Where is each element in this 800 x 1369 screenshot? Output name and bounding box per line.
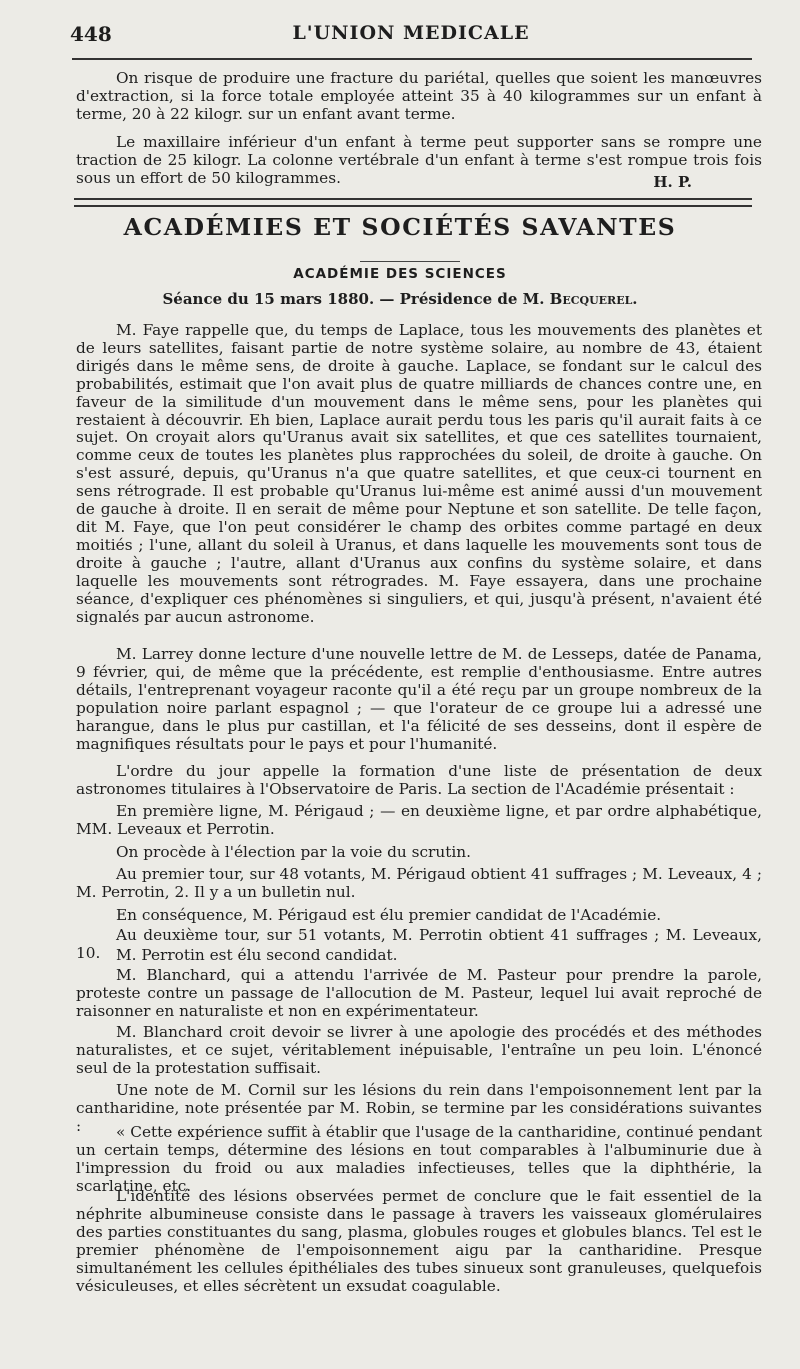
subsection-title: ACADÉMIE DES SCIENCES [293, 266, 507, 282]
session-president: Becquerel. [549, 290, 638, 308]
intro-paragraph-2: Le maxillaire inférieur d'un enfant à terme peut supporter sans se rompre une traction de 25 kilogr. La colonne vertébrale d'un enfant à terme s'est rompue trois fois sous un effort de 50 kilogrammes. [76, 133, 762, 187]
author-signature: H. P. [653, 173, 692, 191]
subsection-rule [360, 261, 460, 262]
paragraph-blanchard-2: M. Blanchard croit devoir se livrer à une apologie des procédés et des méthodes naturalistes, et ce sujet, véritablement inépuisable, l'entraîne un peu loin. L'énoncé seul de la protestation suffisait. [76, 1023, 762, 1077]
paragraph-perrotin-elu: M. Perrotin est élu second candidat. [116, 946, 398, 964]
paragraph-consequence: En conséquence, M. Périgaud est élu premier candidat de l'Académie. [116, 906, 662, 924]
running-title: L'UNION MEDICALE [292, 22, 530, 44]
session-line [0, 290, 800, 308]
page-header [70, 22, 752, 46]
paragraph-quote: « Cette expérience suffit à établir que l'usage de la cantharidine, continué pendant un certain temps, détermine des lésions en tout comparables à l'albuminurie due à l'impression du froid ou aux maladies infectieuses, telles que la diphthérie, la scarlatine, etc. [76, 1123, 762, 1195]
intro-paragraph-1: On risque de produire une fracture du pariétal, quelles que soient les manœuvres d'extraction, si la force totale employée atteint 35 à 40 kilogrammes sur un enfant à terme, 20 à 22 kilogr. sur un enfant avant terme. [76, 69, 762, 123]
page-number: 448 [70, 22, 112, 46]
section-title: ACADÉMIES ET SOCIÉTÉS SAVANTES [123, 213, 677, 241]
paragraph-scrutin: On procède à l'élection par la voie du scrutin. [116, 843, 471, 861]
section-divider [74, 198, 752, 207]
paragraph-faye: M. Faye rappelle que, du temps de Laplace, tous les mouvements des planètes et de leurs satellites, faisant partie de notre système solaire, au nombre de 43, étaient dirigés dans le même sens, de droite à gauche. Laplace, se fondant sur le calcul des probabilités, estimait que l'on avait plus de quatre milliards de chances contre une, en faveur de la similitude d'un mouvement dans le même sens, pour les planètes qui restaient à découvrir. Eh bien, Laplace aurait perdu tous les paris qu'il aurait faits à ce sujet. On croyait alors qu'Uranus avait six satellites, et que ces satellites tournaient, comme ceux de toutes les planètes plus rapprochées du soleil, de droite à gauche. On s'est assuré, depuis, qu'Uranus n'a que quatre satellites, et que ceux-ci tournent en sens rétrograde. Il est probable qu'Uranus lui-même est animé aussi d'un mouvement de gauche à droite. Il en serait de même pour Neptune et son satellite. De telle façon, dit M. Faye, que l'on peut considérer le champ des orbites comme partagé en deux moitiés ; l'une, allant du soleil à Uranus, et dans laquelle les mouvements sont tous de droite à gauche ; l'autre, allant d'Uranus aux confins du système solaire, et dans laquelle les mouvements sont rétrogrades. M. Faye essayera, dans une prochaine séance, d'expliquer ces phénomènes si singuliers, et qui, jusqu'à présent, n'avaient été signalés par aucun astronome. [76, 321, 762, 626]
paragraph-identite: L'identité des lésions observées permet de conclure que le fait essentiel de la néphrite albumineuse consiste dans le passage à travers les vaisseaux glomérulaires des parties constituantes du sang, plasma, globules rouges et globules blancs. Tel est le premier phénomène de l'empoisonnement aigu par la cantharidine. Presque simultanément les cellules épithéliales des tubes sinueux sont granuleuses, quelquefois vésiculeuses, et elles sécrètent un exsudat coagulable. [76, 1187, 762, 1295]
paragraph-ordre-du-jour: L'ordre du jour appelle la formation d'une liste de présentation de deux astronomes titulaires à l'Observatoire de Paris. La section de l'Académie présentait : [76, 762, 762, 798]
paragraph-blanchard-1: M. Blanchard, qui a attendu l'arrivée de M. Pasteur pour prendre la parole, proteste contre un passage de l'allocution de M. Pasteur, lequel lui avait reproché de raisonner en naturaliste et non en expérimentateur. [76, 966, 762, 1020]
paragraph-deuxieme-tour: Au deuxième tour, sur 51 votants, M. Perrotin obtient 41 suffrages ; M. Leveaux, 10. [76, 926, 762, 962]
header-rule [72, 58, 752, 60]
paragraph-larrey: M. Larrey donne lecture d'une nouvelle lettre de M. de Lesseps, datée de Panama, 9 février, qui, de même que la précédente, est remplie d'enthousiasme. Entre autres détails, l'entreprenant voyageur raconte qu'il a été reçu par un groupe nombreux de la population noire parlant espagnol ; — que l'orateur de ce groupe lui a adressé une harangue, dans le plus pur castillan, et l'a félicité de ses desseins, dont il espère de magnifiques résultats pour le pays et pour l'humanité. [76, 645, 762, 753]
paragraph-premier-tour: Au premier tour, sur 48 votants, M. Périgaud obtient 41 suffrages ; M. Leveaux, 4 ; M. Perrotin, 2. Il y a un bulletin nul. [76, 865, 762, 901]
paragraph-premiere-ligne: En première ligne, M. Périgaud ; — en deuxième ligne, et par ordre alphabétique, MM. Leveaux et Perrotin. [76, 802, 762, 838]
session-text: Séance du 15 mars 1880. — Présidence de M. [162, 290, 545, 308]
paragraph-cornil: Une note de M. Cornil sur les lésions du rein dans l'empoisonnement lent par la cantharidine, note présentée par M. Robin, se termine par les considérations suivantes : [76, 1081, 762, 1135]
